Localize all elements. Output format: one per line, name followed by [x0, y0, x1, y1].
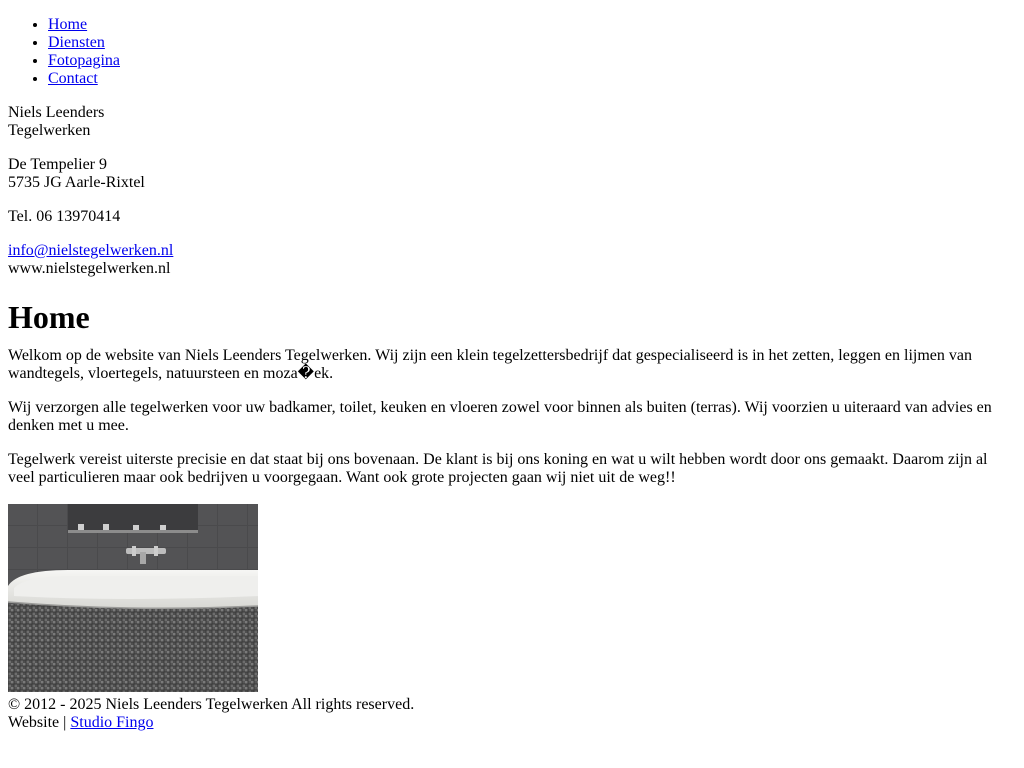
nav-link-contact[interactable]: Contact — [48, 70, 98, 87]
nav-link-diensten[interactable]: Diensten — [48, 34, 105, 51]
nav-item-fotopagina — [48, 52, 1016, 70]
contact-info — [8, 242, 1016, 278]
company-name — [8, 104, 1016, 140]
nav-item-contact — [48, 70, 1016, 88]
services-paragraph: Wij verzorgen alle tegelwerken voor uw badkamer, toilet, keuken en vloeren zowel voor binnen als buiten (terras). Wij voorzien u uiteraard van advies en denken met u mee. — [8, 399, 992, 434]
nav-item-home — [48, 16, 1016, 34]
studio-fingo-link[interactable]: Studio Fingo — [70, 714, 154, 731]
bathtub-photo — [8, 504, 258, 692]
quality-paragraph: Tegelwerk vereist uiterste precisie en dat staat bij ons bovenaan. De klant is bij ons koning en wat u wilt hebben wordt door ons gemaakt. Daarom zijn al veel particulieren maar ook bedrijven u voorgegaan. Want ook grote projecten gaan wij niet uit de weg!! — [8, 451, 988, 486]
email-link[interactable]: info@nielstegelwerken.nl — [8, 242, 174, 259]
page — [0, 16, 1024, 732]
website-credit-prefix: Website | — [8, 714, 71, 731]
email-line — [8, 242, 1016, 260]
company-name-line1: Niels Leenders — [8, 104, 105, 121]
website-url: www.nielstegelwerken.nl — [8, 260, 171, 277]
intro-paragraph: Welkom op de website van Niels Leenders Tegelwerken. Wij zijn een klein tegelzettersbedrijf dat gespecialiseerd is in het zetten, leggen en lijmen van wandtegels, vloertegels, natuursteen en moza�ek. — [8, 347, 973, 382]
company-name-line2: Tegelwerken — [8, 122, 91, 139]
address-city: 5735 JG Aarle-Rixtel — [8, 174, 145, 191]
page-title: Home — [8, 299, 90, 335]
phone — [8, 208, 1016, 226]
nav-item-diensten — [48, 34, 1016, 52]
address — [8, 156, 1016, 192]
main-nav — [8, 16, 1016, 88]
copyright-text: © 2012 - 2025 Niels Leenders Tegelwerken All rights reserved. — [8, 696, 415, 713]
main-content — [8, 347, 1016, 487]
website-credit — [8, 714, 1016, 732]
footer — [8, 696, 1016, 732]
phone-number: Tel. 06 13970414 — [8, 208, 121, 225]
nav-link-home[interactable]: Home — [48, 16, 88, 33]
nav-link-fotopagina[interactable]: Fotopagina — [48, 52, 120, 69]
address-street: De Tempelier 9 — [8, 156, 107, 173]
